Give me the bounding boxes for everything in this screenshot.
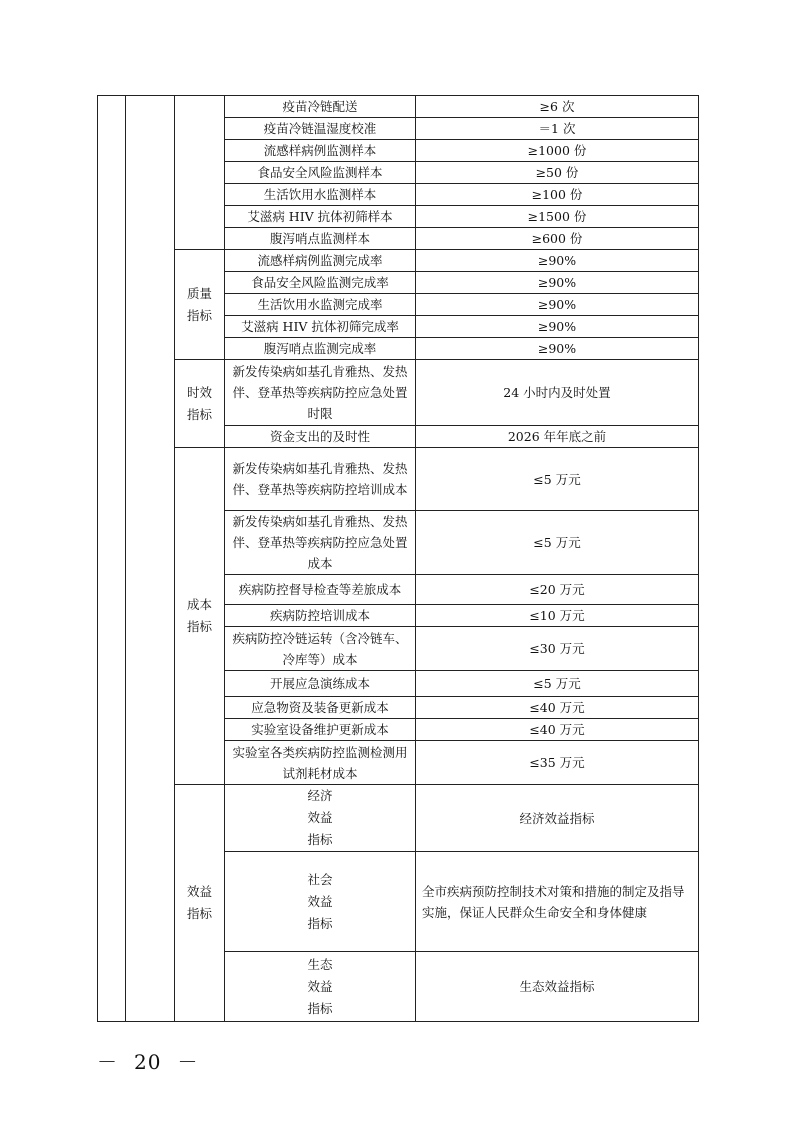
indicator-value: ≥90%: [416, 250, 699, 272]
economic-benefit-label: [225, 785, 416, 852]
indicator-name: 经济效益指标: [416, 785, 699, 852]
indicator-name: 新发传染病如基孔肯雅热、发热伴、登革热等疾病防控培训成本: [225, 448, 416, 511]
indicator-value: ≥1500 份: [416, 206, 699, 228]
indicator-value: ≥50 份: [416, 162, 699, 184]
quantity-indicator-cell-continued: [175, 96, 225, 250]
social-label-text: 社会效益指标: [307, 871, 333, 931]
indicator-name: 艾滋病 HIV 抗体初筛样本: [225, 206, 416, 228]
quality-indicator-label: [175, 250, 225, 360]
footer-dash-right: －: [177, 1050, 199, 1074]
indicator-name: 实验室设备维护更新成本: [225, 719, 416, 741]
indicator-name: 开展应急演练成本: [225, 671, 416, 697]
indicator-name: 艾滋病 HIV 抗体初筛完成率: [225, 316, 416, 338]
indicator-value: ＝1 次: [416, 118, 699, 140]
indicator-name: 疾病防控督导检查等差旅成本: [225, 575, 416, 605]
indicator-name: 生活饮用水监测完成率: [225, 294, 416, 316]
output-indicator-cell-continued: [126, 96, 175, 1022]
cost-indicator-label: [175, 448, 225, 785]
indicator-name: 疾病防控培训成本: [225, 605, 416, 627]
page-number-footer: [97, 1046, 214, 1075]
indicator-value: ≥90%: [416, 338, 699, 360]
indicator-name: 腹泻哨点监测样本: [225, 228, 416, 250]
level1-cell-continued: [98, 96, 126, 1022]
indicator-value: ≤35 万元: [416, 741, 699, 785]
indicator-name: 新发传染病如基孔肯雅热、发热伴、登革热等疾病防控应急处置成本: [225, 511, 416, 575]
indicator-name: 疫苗冷链配送: [225, 96, 416, 118]
indicator-name: 流感样病例监测样本: [225, 140, 416, 162]
benefit-indicator-label: [175, 785, 225, 1022]
timeliness-label-text: 时效指标: [186, 384, 212, 422]
indicator-name: 疫苗冷链温湿度校准: [225, 118, 416, 140]
indicator-value: ≥90%: [416, 272, 699, 294]
indicator-name: 应急物资及装备更新成本: [225, 697, 416, 719]
indicator-value: ≤40 万元: [416, 719, 699, 741]
indicator-value: ≥1000 份: [416, 140, 699, 162]
indicator-name: 新发传染病如基孔肯雅热、发热伴、登革热等疾病防控应急处置时限: [225, 360, 416, 426]
indicator-name: 腹泻哨点监测完成率: [225, 338, 416, 360]
indicator-value: ≥600 份: [416, 228, 699, 250]
performance-indicator-table: [97, 95, 699, 1022]
ecological-label-text: 生态效益指标: [307, 956, 333, 1016]
indicator-value: ≤30 万元: [416, 627, 699, 671]
indicator-name: 生态效益指标: [416, 952, 699, 1022]
ecological-benefit-label: [225, 952, 416, 1022]
quality-label-text: 质量指标: [186, 285, 212, 323]
benefit-label-text: 效益指标: [186, 884, 212, 921]
footer-dash-left: －: [97, 1050, 118, 1074]
indicator-name: 食品安全风险监测样本: [225, 162, 416, 184]
indicator-value: ≥100 份: [416, 184, 699, 206]
indicator-value: ≤20 万元: [416, 575, 699, 605]
social-benefit-label: [225, 852, 416, 952]
indicator-value: ≤10 万元: [416, 605, 699, 627]
indicator-value: ≤40 万元: [416, 697, 699, 719]
indicator-value: ≤5 万元: [416, 448, 699, 511]
indicator-name: 实验室各类疾病防控监测检测用试剂耗材成本: [225, 741, 416, 785]
indicator-value: 2026 年年底之前: [416, 426, 699, 448]
indicator-name: 生活饮用水监测样本: [225, 184, 416, 206]
economic-label-text: 经济效益指标: [307, 788, 333, 847]
indicator-name: 资金支出的及时性: [225, 426, 416, 448]
indicator-value: 24 小时内及时处置: [416, 360, 699, 426]
page-number: 20: [134, 1050, 162, 1074]
indicator-value: ≤5 万元: [416, 671, 699, 697]
indicator-name: 全市疾病预防控制技术对策和措施的制定及指导实施，保证人民群众生命安全和身体健康: [416, 852, 699, 952]
indicator-value: ≥90%: [416, 316, 699, 338]
indicator-name: 食品安全风险监测完成率: [225, 272, 416, 294]
timeliness-indicator-label: [175, 360, 225, 448]
indicator-name: 流感样病例监测完成率: [225, 250, 416, 272]
indicator-value: ≤5 万元: [416, 511, 699, 575]
indicator-name: 疾病防控冷链运转（含冷链车、冷库等）成本: [225, 627, 416, 671]
indicator-value: ≥90%: [416, 294, 699, 316]
indicator-value: ≥6 次: [416, 96, 699, 118]
cost-label-text: 成本指标: [186, 597, 212, 634]
